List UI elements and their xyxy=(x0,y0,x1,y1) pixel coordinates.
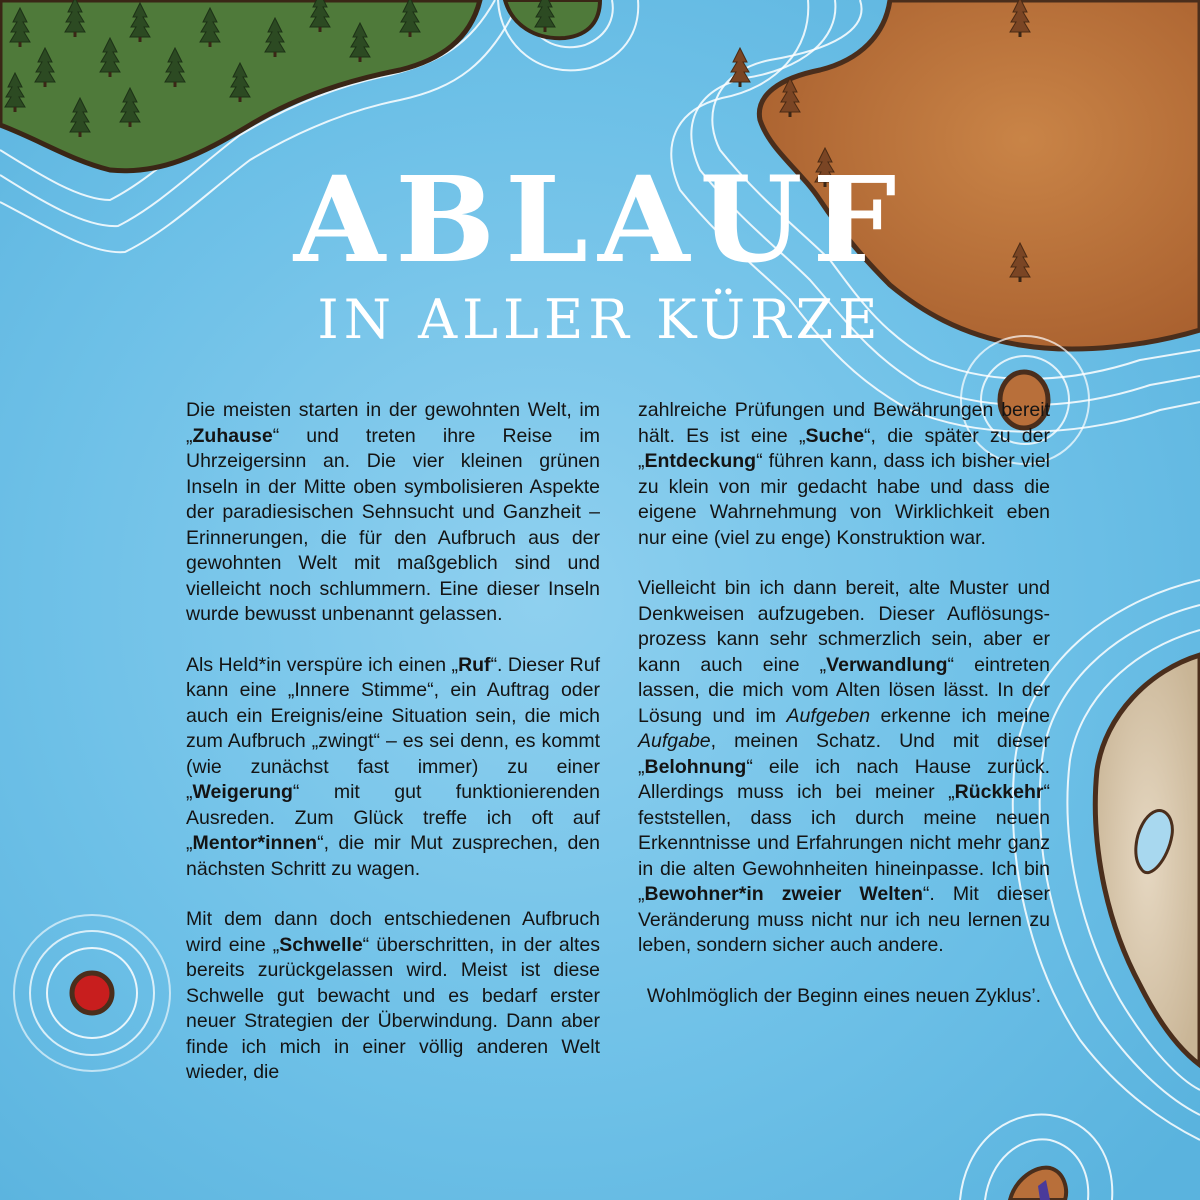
keyword-bewohner: Bewohner*in zweier Welten xyxy=(644,883,923,905)
page-title: ABLAUF xyxy=(293,150,907,289)
text-span: erkenne ich meine xyxy=(870,704,1051,727)
text-span: “, die später zu der „ xyxy=(638,424,1050,472)
text-column-right xyxy=(638,398,1050,1034)
keyword-ruf: Ruf xyxy=(458,653,491,676)
keyword-belohnung: Belohnung xyxy=(644,755,747,778)
text-span: , meinen Schatz. Und mit dieser „ xyxy=(638,730,1050,778)
text-span: Die meisten starten in der gewohnten Welt, im „ xyxy=(186,399,600,447)
text-span: zahlreiche Prüfungen und Bewährungen bereit hält. Es ist eine „ xyxy=(638,399,1050,447)
text-span: “. Mit dieser Veränderung muss nicht nur ich neu lernen zu leben, sondern sicher auch andere. xyxy=(638,883,1050,956)
italic-aufgabe: Aufgabe xyxy=(638,730,711,752)
text-span: Wohlmöglich der Beginn eines neuen Zyklus’. xyxy=(646,984,1042,1007)
text-span: “ und treten ihre Reise im Uhrzeigersinn an. Die vier kleinen grünen Inseln in der Mitte oben symbolisieren Aspekte der paradiesischen Sehnsucht und Ganzheit – Erinnerungen, die für den Aufbruch aus der gewohnten Welt mit maßgeblich sind und vielleicht noch schlummern. Eine dieser Inseln wurde bewusst unbenannt gelassen. xyxy=(186,424,600,625)
paragraph xyxy=(186,398,600,628)
text-column-left xyxy=(186,398,600,1111)
italic-aufgeben: Aufgeben xyxy=(786,704,871,727)
paragraph-closing xyxy=(638,984,1050,1010)
keyword-entdeckung: Entdeckung xyxy=(644,450,757,472)
paragraph xyxy=(186,653,600,883)
paragraph xyxy=(186,907,600,1086)
text-span: Mit dem dann doch entschiedenen Aufbruch wird eine „ xyxy=(186,908,600,956)
keyword-mentor: Mentor*innen xyxy=(192,832,318,854)
text-span: “, die mir Mut zusprechen, den nächsten Schritt zu wagen. xyxy=(186,832,600,880)
text-span: “ überschritten, in der altes bereits zurückgelassen wird. Meist ist diese Schwelle gut bewacht und es bedarf erster neuer Strategien der Überwindung. Dann aber finde ich mich in einer völlig anderen Welt wieder, die xyxy=(186,933,601,1083)
paragraph xyxy=(638,576,1050,959)
keyword-weigerung: Weigerung xyxy=(192,781,293,803)
keyword-verwandlung: Verwandlung xyxy=(826,653,948,676)
text-span: “ feststellen, dass ich durch meine neuen Erkenntnisse und Erfahrungen nicht mehr ganz in die alten Gewohnheiten hineinpasse. Ich bin „ xyxy=(638,781,1050,905)
text-span: “ eintreten lassen, die mich vom Alten lösen lässt. In der Lösung und im xyxy=(638,653,1050,727)
keyword-schwelle: Schwelle xyxy=(279,933,363,956)
text-span: “. Dieser Ruf kann eine „Innere Stimme“, ein Auftrag oder auch ein Ereignis/eine Situation sein, die mich zum Aufbruch „zwingt“ – es sei denn, es kommt (wie zunächst fast immer) zu einer „ xyxy=(186,653,601,803)
text-span: “ mit gut funktionierenden Ausreden. Zum Glück treffe ich oft auf „ xyxy=(186,781,600,854)
paragraph xyxy=(638,398,1050,551)
keyword-rueckkehr: Rückkehr xyxy=(954,781,1044,803)
text-span: “ eile ich nach Hause zurück. Allerdings muss ich bei meiner „ xyxy=(638,755,1050,803)
text-span: “ führen kann, dass ich bisher viel zu klein von mir gedacht habe und dass die eigene Wahrnehmung von Wirklichkeit eben nur eine (viel zu enge) Konstruktion war. xyxy=(638,450,1050,549)
page-subtitle: IN ALLER KÜRZE xyxy=(317,288,883,351)
keyword-zuhause: Zuhause xyxy=(192,424,273,447)
text-span: Vielleicht bin ich dann bereit, alte Muster und Denkweisen aufzugeben. Dieser Auflösungs-prozess kann sehr schmerzlich sein, aber er kann auch eine „ xyxy=(638,577,1050,676)
keyword-suche: Suche xyxy=(805,424,865,447)
text-span: Als Held*in verspüre ich einen „ xyxy=(186,653,459,676)
